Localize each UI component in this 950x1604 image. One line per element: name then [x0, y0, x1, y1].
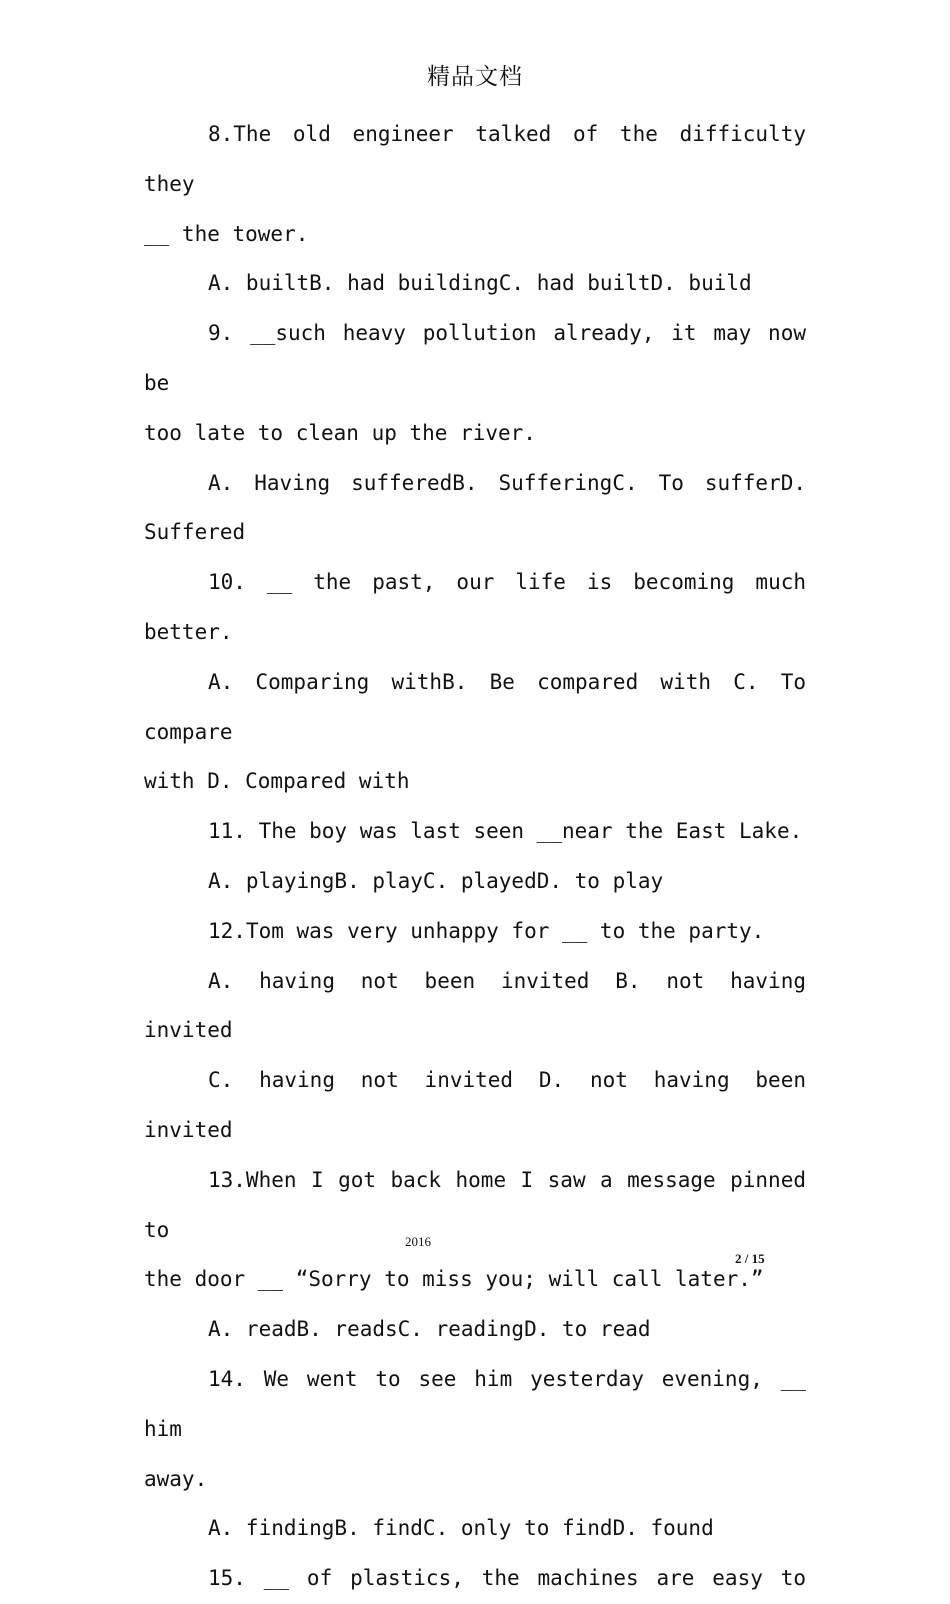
question-9-line-2: too late to clean up the river. — [144, 420, 536, 445]
question-14-options: A. findingB. findC. only to findD. found — [208, 1516, 714, 1541]
question-10-options-line-1: A. Comparing withB. Be compared with C. To compare — [144, 669, 806, 744]
question-13-line-2: the door __ “Sorry to miss you; will call later.” — [144, 1267, 764, 1292]
question-14-line-1: 14. We went to see him yesterday evening, __ him — [144, 1366, 806, 1441]
question-11-options: A. playingB. playC. playedD. to play — [208, 868, 664, 893]
question-15-line-1: 15. __ of plastics, the machines are easy to — [208, 1566, 806, 1591]
footer-year: 2016 — [405, 1234, 431, 1249]
question-9-options-line-2: Suffered — [144, 520, 246, 545]
question-12-options-line-1: A. having not been invited B. not having invited — [144, 968, 806, 1043]
question-8-line-2: __ the tower. — [144, 221, 309, 246]
question-9-line-1: 9. __such heavy pollution already, it may now be — [144, 321, 806, 395]
question-12-line-1: 12.Tom was very unhappy for __ to the party. — [208, 918, 765, 943]
question-11-line-1: 11. The boy was last seen __near the East Lake. — [208, 819, 803, 844]
question-8-line-1: 8.The old engineer talked of the difficulty they — [144, 122, 806, 196]
question-9-options-line-1: A. Having sufferedB. SufferingC. To sufferD. — [208, 470, 806, 495]
question-12-options-line-2: C. having not invited D. not having been invited — [144, 1068, 806, 1142]
question-10-options-line-2: with D. Compared with — [144, 769, 410, 794]
page-header-title: 精品文档 — [427, 64, 523, 90]
question-13-options: A. readB. readsC. readingD. to read — [208, 1317, 651, 1342]
question-13-line-1: 13.When I got back home I saw a message pinned to — [144, 1167, 806, 1242]
question-8-options: A. builtB. had buildingC. had builtD. build — [208, 271, 752, 296]
question-14-line-2: away. — [144, 1466, 208, 1491]
page-number: 2 / 15 — [735, 1251, 765, 1266]
question-10-line-1: 10. __ the past, our life is becoming much better. — [144, 570, 806, 644]
document-body — [144, 110, 806, 1604]
